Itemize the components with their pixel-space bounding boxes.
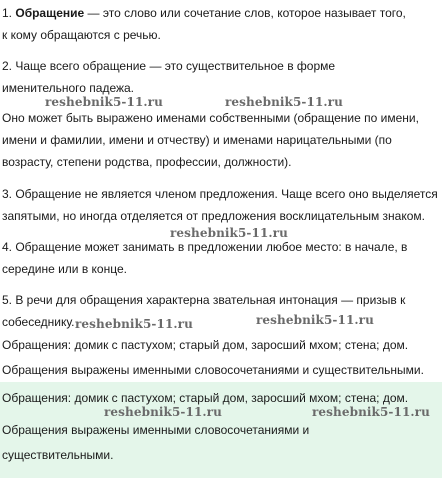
point-4-text: 4. Обращение может занимать в предложении любое место: в начале, в середине или в конце. bbox=[2, 240, 408, 276]
example-conclusion bbox=[2, 359, 438, 381]
watermark: reshebnik5-11.ru bbox=[45, 95, 163, 109]
answer-line-2: Обращения выражены именными словосочетаниями и bbox=[2, 423, 310, 437]
watermark: reshebnik5-11.ru bbox=[312, 405, 430, 419]
point-1-term: Обращение bbox=[15, 6, 85, 20]
watermark: reshebnik5-11.ru bbox=[170, 226, 288, 240]
point-2 bbox=[2, 55, 412, 99]
answer-line-3: существительными. bbox=[2, 448, 114, 462]
point-3 bbox=[2, 183, 438, 227]
watermark: reshebnik5-11.ru bbox=[104, 405, 222, 419]
point-2-text: 2. Чаще всего обращение — это существительное в форме именительного падежа. bbox=[2, 59, 336, 95]
point-2-continuation bbox=[2, 107, 438, 173]
point-1-text: — это слово или сочетание слов, которое называет того, к кому обращаются с речью. bbox=[2, 6, 406, 42]
example-line bbox=[2, 334, 438, 356]
answer-box bbox=[0, 382, 442, 478]
point-2-continuation-text: Оно может быть выражено именами собственными (обращение по имени, имени и фамилии, имени и отчеству) и именами нарицательными (по возрасту, степени родства, профессии, должности). bbox=[2, 111, 419, 169]
watermark: reshebnik5-11.ru bbox=[225, 95, 343, 109]
point-1-number: 1. bbox=[2, 6, 13, 20]
example-conclusion-text: Обращения выражены именными словосочетаниями и существительными. bbox=[2, 363, 424, 377]
answer-line-1: Обращения: домик с пастухом; старый дом, заросший мхом; стена; дом. bbox=[2, 391, 409, 405]
point-3-text: 3. Обращение не является членом предложения. Чаще всего оно выделяется запятыми, но иногда отделяется от предложения восклицательным знаком. bbox=[2, 187, 438, 223]
example-text: Обращения: домик с пастухом; старый дом, заросший мхом; стена; дом. bbox=[2, 338, 409, 352]
watermark: reshebnik5-11.ru bbox=[75, 317, 193, 331]
point-1 bbox=[2, 2, 412, 46]
point-4 bbox=[2, 236, 412, 280]
watermark: reshebnik5-11.ru bbox=[256, 313, 374, 327]
point-5-text: 5. В речи для обращения характерна звательная интонация — призыв к собеседнику. bbox=[2, 293, 406, 329]
